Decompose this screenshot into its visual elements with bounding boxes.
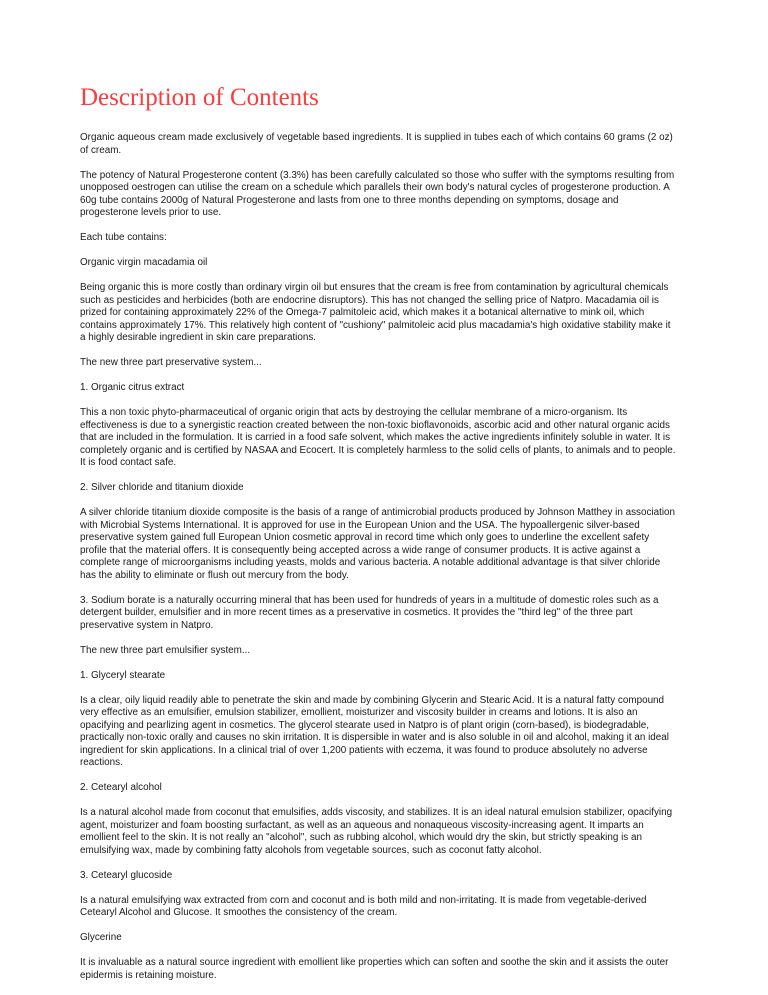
heading-cetearyl-glucoside: 3. Cetearyl glucoside (80, 869, 173, 881)
heading-emulsifier-system: The new three part emulsifier system... (80, 644, 251, 656)
paragraph-each-tube: Each tube contains: (80, 232, 167, 243)
document-title: Description of Contents (80, 84, 319, 111)
paragraph-silver-chloride: A silver chloride titanium dioxide composite is the basis of a range of antimicrobial products produced by Johnson Matthey in association with Microbial Systems International. It is approved for use in the European Union and the USA. The hypoallergenic silver-based preservative system gained full European Union cosmetic approval in record time which only goes to underline the excellent safety profile that the material offers. It is consequently being accepted across a wide range of consumer products. It is active against a complete range of microorganisms including yeasts, molds and various bacteria. A notable additional advantage is that silver chloride has the ability to eliminate or flush out mercury from the body. (80, 507, 676, 581)
paragraph-sodium-borate: 3. Sodium borate is a naturally occurring mineral that has been used for hundreds of years in a multitude of domestic roles such as a detergent builder, emulsifier and in more recent times as a preservative in cosmetics. It provides the "third leg" of the three part preservative system in Natpro. (80, 594, 659, 631)
heading-glyceryl-stearate: 1. Glyceryl stearate (80, 669, 166, 681)
paragraph-cetearyl-alcohol: Is a natural alcohol made from coconut that emulsifies, adds viscosity, and stabilizes. It is an ideal natural emulsion stabilizer, opacifying agent, moisturizer and foam boosting surfactant, as well as an aqueous and nonaqueous viscosity-increasing agent. It imparts an emollient feel to the skin. It is not really an "alcohol", such as rubbing alcohol, which would dry the skin, but strictly speaking is an emulsifying wax, made by combining fatty alcohols from vegetable sources, such as coconut fatty alcohol. (80, 807, 673, 856)
document-body (80, 132, 678, 995)
heading-citrus-extract: 1. Organic citrus extract (80, 382, 185, 393)
heading-silver-chloride: 2. Silver chloride and titanium dioxide (80, 482, 244, 493)
paragraph-intro: Organic aqueous cream made exclusively of vegetable based ingredients. It is supplied in tubes each of which contains 60 grams (2 oz) of cream. (80, 132, 673, 156)
heading-macadamia-oil: Organic virgin macadamia oil (80, 257, 208, 268)
paragraph-glycerine: It is invaluable as a natural source ingredient with emollient like properties which can soften and soothe the skin and it assists the outer epidermis is retaining moisture. (80, 957, 669, 981)
heading-cetearyl-alcohol: 2. Cetearyl alcohol (80, 782, 162, 793)
heading-glycerine: Glycerine (80, 932, 122, 943)
paragraph-citrus-extract: This a non toxic phyto-pharmaceutical of organic origin that acts by destroying the cellular membrane of a micro-organism. Its effectiveness is due to a synergistic reaction created between the non-toxic bioflavonoids, ascorbic acid and other natural organic acids that are included in the formulation. It is carried in a food safe solvent, which makes the active ingredients infinitely soluble in water. It is completely organic and is certified by NASAA and Ecocert. It is completely harmless to the solid cells of plants, to animals and to people. It is food contact safe. (80, 407, 676, 468)
paragraph-cetearyl-glucoside: Is a natural emulsifying wax extracted from corn and coconut and is both mild and non-irritating. It is made from vegetable-derived Cetearyl Alcohol and Glucose. It smoothes the consistency of the cream. (80, 894, 647, 918)
paragraph-glyceryl-stearate: Is a clear, oily liquid readily able to penetrate the skin and made by combining Glycerin and Stearic Acid. It is a natural fatty compound very effective as an emulsifier, emulsion stabilizer, emollient, moisturizer and viscosity builder in creams and lotions. It is also an opacifying and pearlizing agent in cosmetics. The glycerol stearate used in Natpro is of plant origin (corn-based), is biodegradable, practically non-toxic orally and causes no skin irritation. It is dispersible in water and is also soluble in oil and alcohol, making it an ideal ingredient for skin applications. In a clinical trial of over 1,200 patients with eczema, it was found to produce absolutely no adverse reactions. (80, 694, 669, 768)
paragraph-macadamia-oil: Being organic this is more costly than ordinary virgin oil but ensures that the cream is free from contamination by agricultural chemicals such as pesticides and herbicides (both are endocrine disruptors). This has not changed the selling price of Natpro. Macadamia oil is prized for containing approximately 22% of the Omega-7 palmitoleic acid, which makes it a botanical alternative to mink oil, which contains approximately 17%. This relatively high content of "cushiony" palmitoleic acid plus macadamia's high oxidative stability make it a highly desirable ingredient in skin care preparations. (80, 282, 671, 343)
heading-preservative-system: The new three part preservative system... (80, 357, 262, 368)
paragraph-potency: The potency of Natural Progesterone content (3.3%) has been carefully calculated so those who suffer with the symptoms resulting from unopposed oestrogen can utilise the cream on a schedule which parallels their own body's natural cycles of progesterone production. A 60g tube contains 2000g of Natural Progesterone and lasts from one to three months depending on symptoms, dosage and progesterone levels prior to use. (80, 169, 675, 218)
